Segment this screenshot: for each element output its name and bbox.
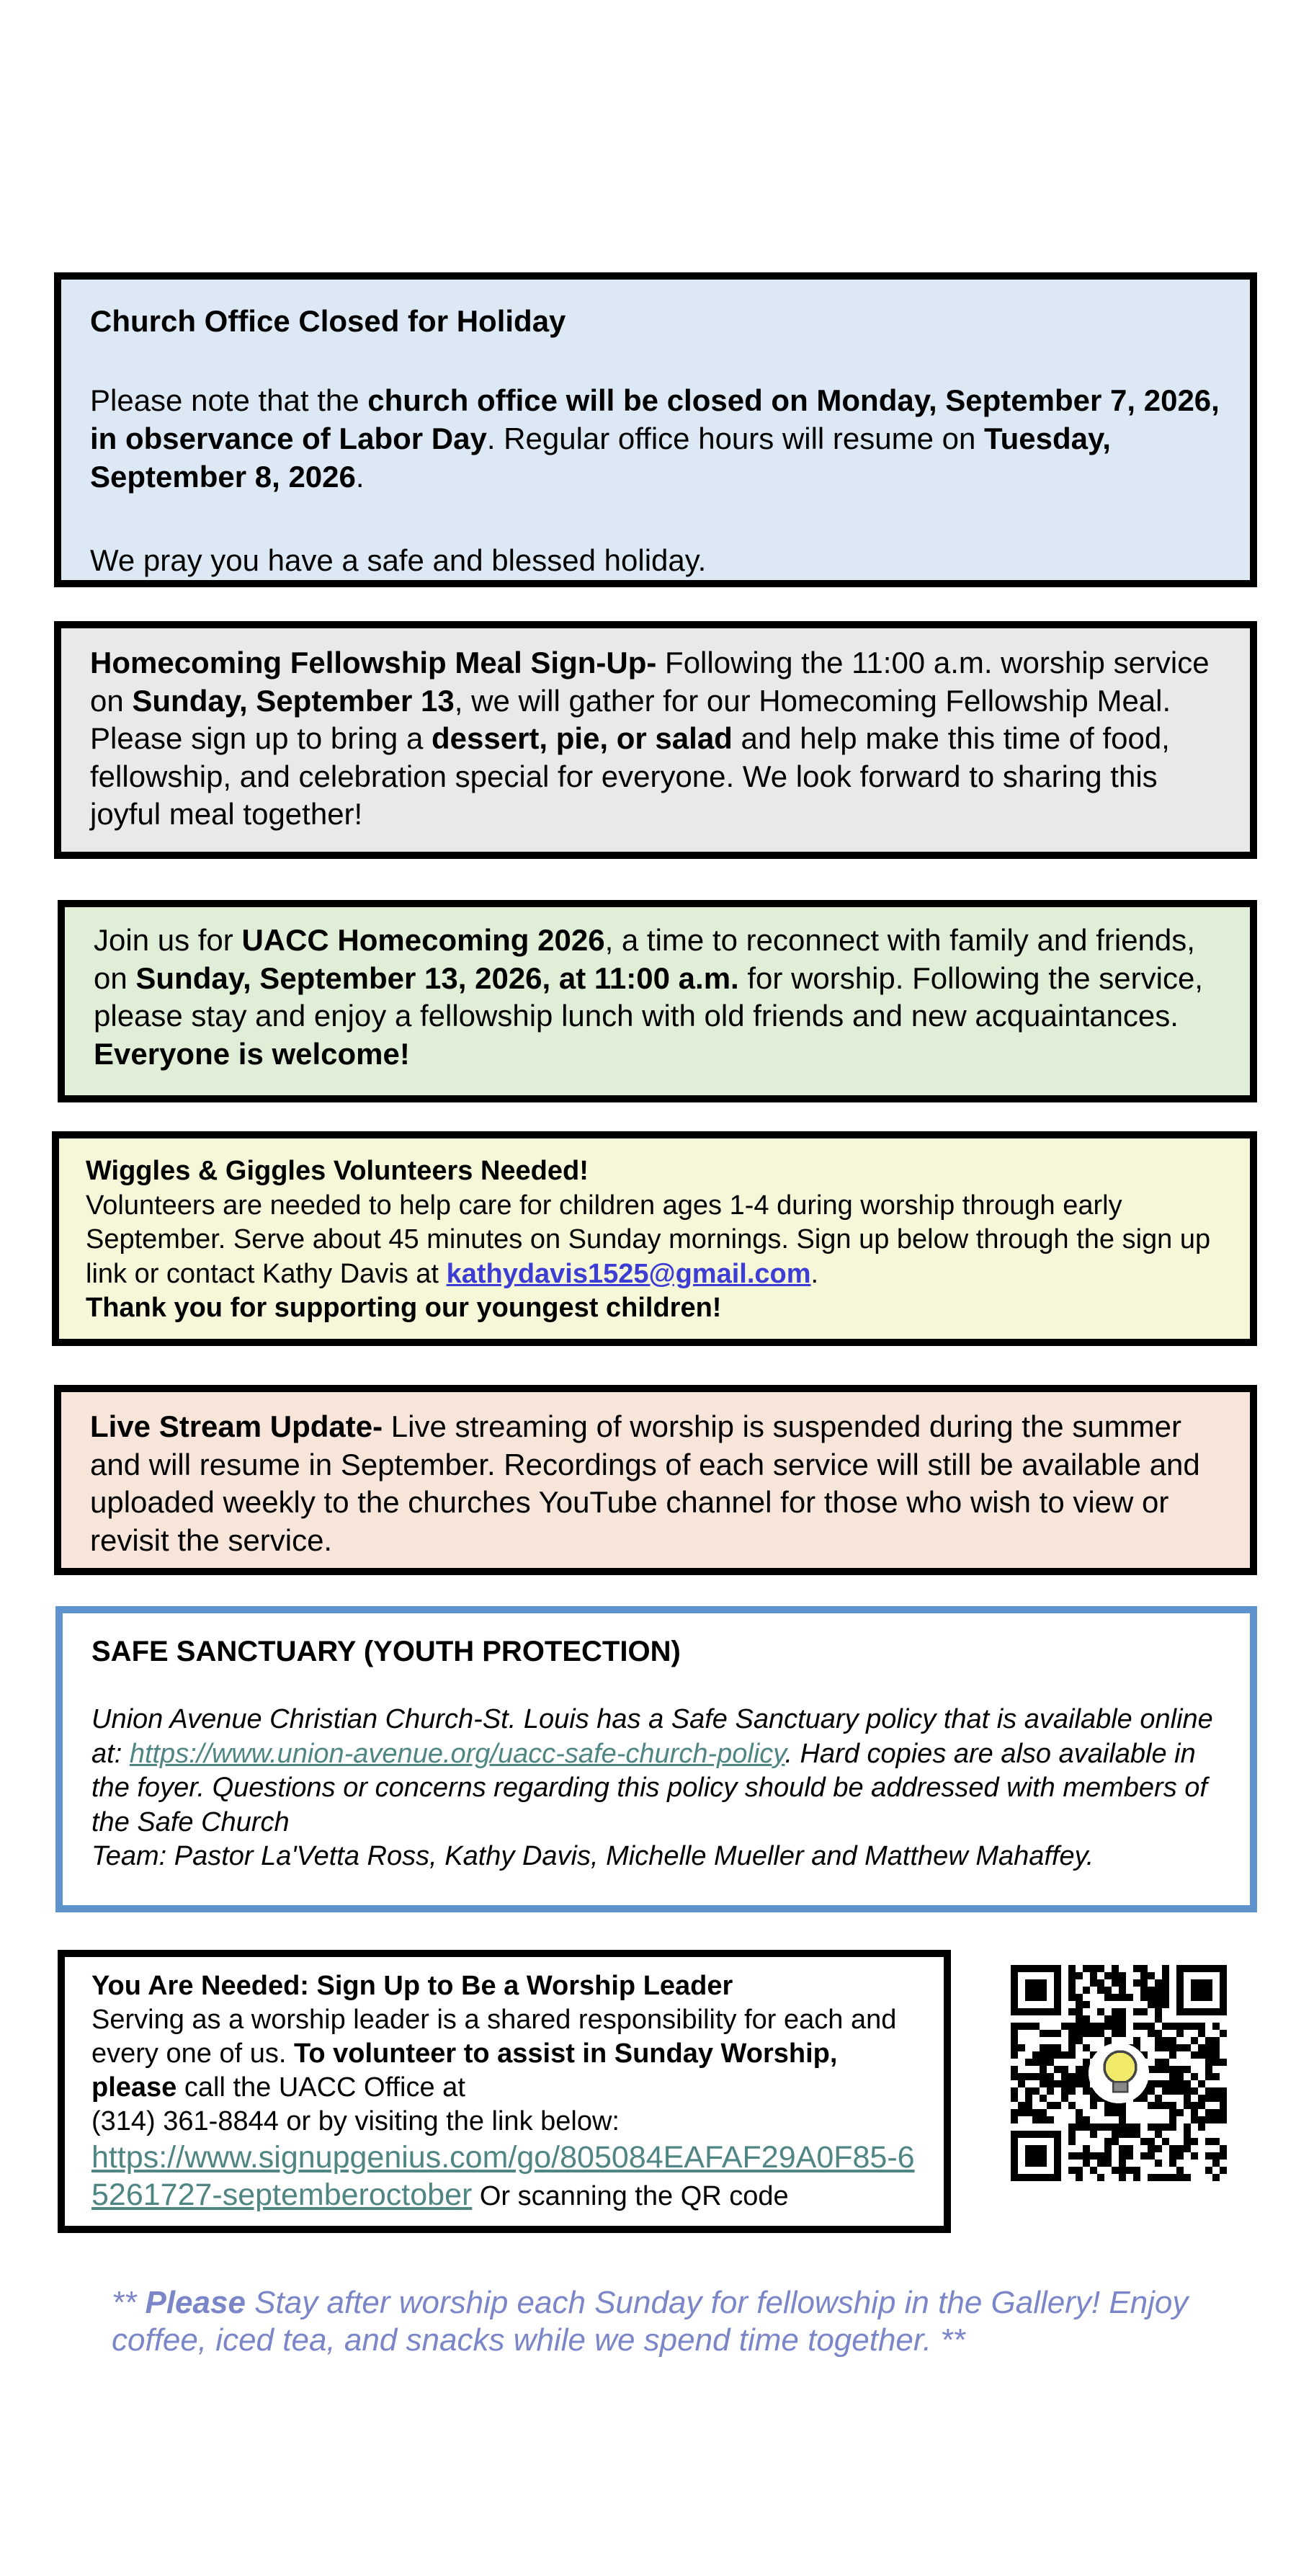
homecoming-text: Join us for UACC Homecoming 2026, a time to reconnect with family and friends, on Sunday, September 13, 2026, at 11:00 a.m. for worship. Following the service, please stay and enjoy a fellowship lunch with old friends and new acquaintances. Everyone is welcome!: [94, 923, 1203, 1071]
holiday-title: Church Office Closed for Holiday: [90, 304, 566, 338]
leader-text: Serving as a worship leader is a shared responsibility for each and every one of us. To volunteer to assist in Sunday Worship, please call the UACC Office at: [91, 2005, 897, 2103]
homecoming-notice: [58, 900, 1257, 1102]
lightbulb-icon: [1089, 2043, 1149, 2103]
wiggles-thanks: Thank you for supporting our youngest children!: [86, 1293, 722, 1323]
safe-sanctuary-notice: [55, 1606, 1257, 1912]
meal-signup-notice: [54, 621, 1257, 859]
holiday-blessing: We pray you have a safe and blessed holiday.: [90, 543, 707, 577]
livestream-text: Live Stream Update- Live streaming of worship is suspended during the summer and will resume in September. Recordings of each service will still be available and uploaded weekly to the churches YouTube channel for those who wish to view or revisit the service.: [90, 1409, 1200, 1557]
wiggles-title: Wiggles & Giggles Volunteers Needed!: [86, 1156, 589, 1186]
leader-link-line: [91, 2139, 929, 2214]
wiggles-volunteers-notice: [52, 1131, 1257, 1346]
signup-link[interactable]: https://www.signupgenius.com/go/805084EAFAF29A0F85-65261727-septemberoctober: [91, 2140, 915, 2212]
holiday-text: Please note that the church office will be closed on Monday, September 7, 2026, in observance of Labor Day. Regular office hours will resume on Tuesday, September 8, 2026.: [90, 383, 1220, 494]
sanctuary-title: SAFE SANCTUARY (YOUTH PROTECTION): [91, 1636, 681, 1667]
fellowship-footer: ** Please Stay after worship each Sunday for fellowship in the Gallery! Enjoy coffee, iced tea, and snacks while we spend time together. **: [112, 2285, 1189, 2358]
email-link[interactable]: kathydavis1525@gmail.com: [446, 1258, 811, 1289]
worship-leader-notice: [58, 1950, 951, 2233]
sanctuary-text: Union Avenue Christian Church-St. Louis has a Safe Sanctuary policy that is available online at: https://www.union-avenue.org/uacc-safe-church-policy. Hard copies are also available in the foyer. Questions or concerns regarding this policy should be addressed with members of the Safe Church: [91, 1704, 1213, 1837]
holiday-notice: [54, 272, 1257, 587]
wiggles-text: Volunteers are needed to help care for children ages 1-4 during worship through early September. Serve about 45 minutes on Sunday mornings. Sign up below through the sign up link or contact Kathy Davis at kathydavis1525@gmail.com.: [86, 1190, 1211, 1289]
leader-title: You Are Needed: Sign Up to Be a Worship Leader: [91, 1971, 733, 2001]
policy-link[interactable]: https://www.union-avenue.org/uacc-safe-church-policy: [129, 1738, 785, 1769]
qr-text: Or scanning the QR code: [472, 2181, 789, 2211]
qr-code-icon[interactable]: [1011, 1965, 1227, 2181]
sanctuary-team: Team: Pastor La'Vetta Ross, Kathy Davis, Michelle Mueller and Matthew Mahaffey.: [91, 1841, 1094, 1871]
meal-text: Homecoming Fellowship Meal Sign-Up- Following the 11:00 a.m. worship service on Sunday, September 13, we will gather for our Homecoming Fellowship Meal. Please sign up to bring a dessert, pie, or salad and help make this time of food, fellowship, and celebration special for everyone. We look forward to sharing this joyful meal together!: [90, 646, 1210, 831]
livestream-notice: [54, 1385, 1257, 1575]
leader-phone: (314) 361-8844 or by visiting the link below:: [91, 2106, 620, 2136]
